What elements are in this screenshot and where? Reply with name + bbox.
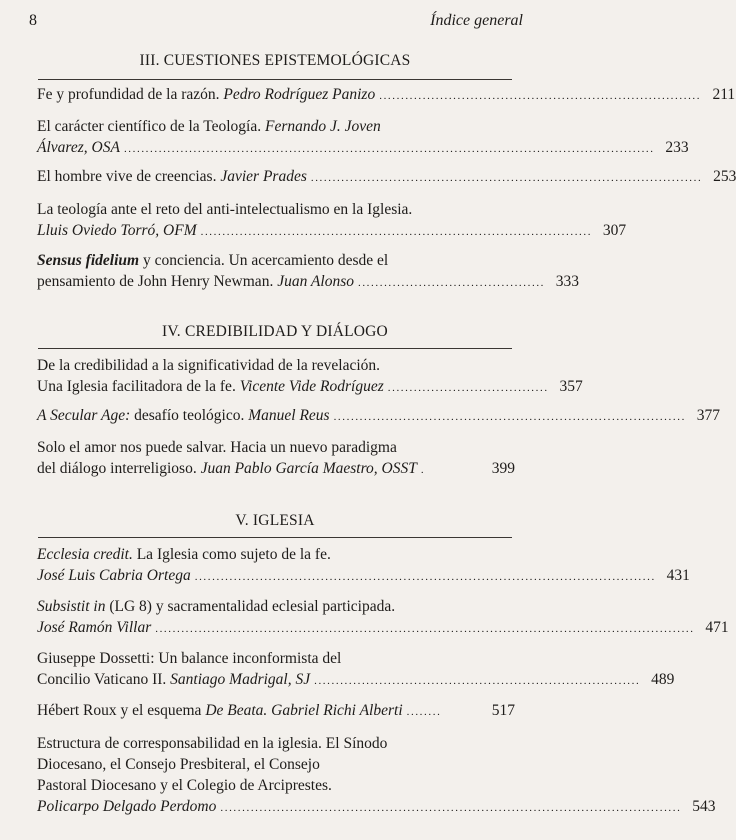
toc-entry[interactable]: Subsistit in (LG 8) y sacramentalidad eclesial participada. José Ramón Villar ............................................................................................................................ 471 xyxy=(37,598,729,636)
toc-entry[interactable]: A Secular Age: desafío teológico. Manuel Reus ................................................................................. 377 xyxy=(37,407,720,424)
section-heading-v: V. IGLESIA xyxy=(235,512,315,529)
toc-entry[interactable]: De la credibilidad a la significatividad de la revelación. Una Iglesia facilitadora de la fe. Vicente Vide Rodríguez ..................................... 357 xyxy=(37,357,583,395)
page-ref: 357 xyxy=(559,378,583,395)
toc-entry[interactable]: El carácter científico de la Teología. Fernando J. Joven Álvarez, OSA .......................................................................................................................... 233 xyxy=(37,118,689,156)
running-header xyxy=(29,12,523,34)
toc-entry[interactable]: El hombre vive de creencias. Javier Prades .......................................................................................... 253 xyxy=(37,168,736,185)
toc-entry[interactable]: Hébert Roux y el esquema De Beata. Gabriel Richi Alberti ........ 517 xyxy=(37,702,515,719)
page-ref: 211 xyxy=(712,86,736,103)
toc-entry[interactable]: Sensus fidelium y conciencia. Un acercamiento desde el pensamiento de John Henry Newman. Juan Alonso ........................................... 333 xyxy=(37,252,580,290)
page-ref: 253 xyxy=(713,168,736,185)
toc-entry[interactable]: Estructura de corresponsabilidad en la iglesia. El Sínodo Diocesano, el Consejo Presbiteral, el Consejo Pastoral Diocesano y el Colegio de Arciprestes. Policarpo Delgado Perdomo .......................................................................................................... 543 xyxy=(37,735,716,815)
toc-entry[interactable]: Fe y profundidad de la razón. Pedro Rodríguez Panizo .......................................................................... 211 xyxy=(37,86,736,103)
section-rule xyxy=(38,537,512,538)
page-ref: 543 xyxy=(692,798,716,815)
section-rule xyxy=(38,79,512,80)
page-number: 8 xyxy=(29,12,37,29)
page-ref: 307 xyxy=(602,222,627,239)
toc-entry[interactable]: La teología ante el reto del anti-intelectualismo en la Iglesia. Lluis Oviedo Torró, OFM .......................................................................................... 307 xyxy=(37,201,627,239)
section-heading-iv: IV. CREDIBILIDAD Y DIÁLOGO xyxy=(162,323,388,340)
page-ref: 517 xyxy=(491,702,515,719)
page-ref: 471 xyxy=(705,619,729,636)
toc-entry[interactable]: Ecclesia credit. La Iglesia como sujeto de la fe. José Luis Cabria Ortega .......................................................................................................... 431 xyxy=(37,546,690,584)
section-rule xyxy=(38,348,512,349)
page-ref: 233 xyxy=(665,139,689,156)
page-ref: 333 xyxy=(555,273,580,290)
page-ref: 377 xyxy=(696,407,720,424)
toc-entry[interactable]: Giuseppe Dossetti: Un balance inconformista del Concilio Vaticano II. Santiago Madrigal, SJ ........................................................................... 489 xyxy=(37,650,675,688)
running-title: Índice general xyxy=(430,12,523,29)
page-ref: 431 xyxy=(666,567,690,584)
page-ref: 399 xyxy=(491,460,515,477)
page-ref: 489 xyxy=(651,671,675,688)
section-heading-iii: III. CUESTIONES EPISTEMOLÓGICAS xyxy=(139,52,411,69)
toc-entry[interactable]: Solo el amor nos puede salvar. Hacia un nuevo paradigma del diálogo interreligioso. Juan Pablo García Maestro, OSST . 399 xyxy=(37,439,515,477)
